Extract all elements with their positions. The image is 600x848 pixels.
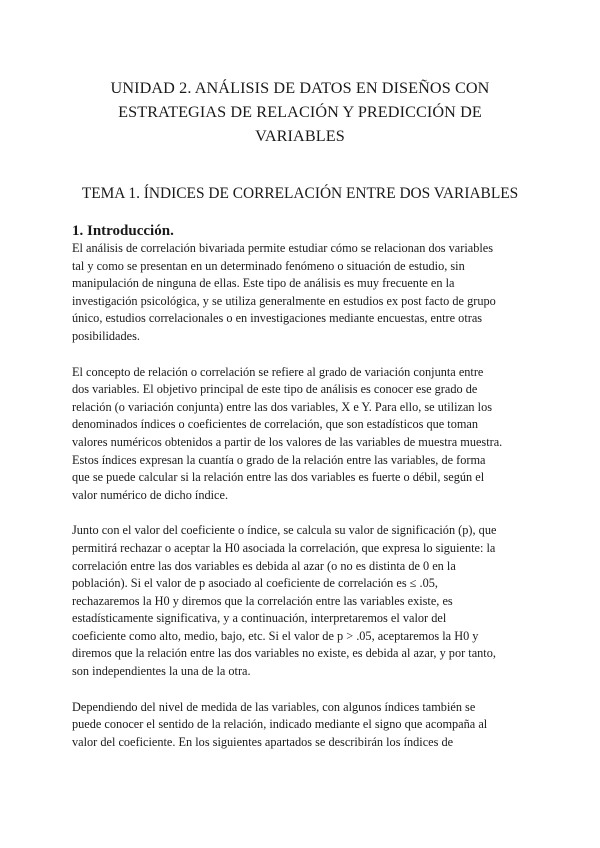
text-line: estadísticamente significativa, y a continuación, interpretaremos el valor del xyxy=(72,611,447,626)
text-line: El análisis de correlación bivariada permite estudiar cómo se relacionan dos variables xyxy=(72,241,494,255)
text-line: permitirá rechazar o aceptar la H0 asociada la correlación, que expresa lo siguiente: la xyxy=(72,540,496,555)
text-line: único, estudios correlacionales o en investigaciones mediante encuestas, entre otras xyxy=(72,311,483,326)
text-line: investigación psicológica, y se utiliza generalmente en estudios ex post facto de grupo xyxy=(72,293,496,308)
text-line: población). Si el valor de p asociado al coeficiente de correlación es ≤ .05, xyxy=(72,576,438,591)
document-body xyxy=(72,240,544,769)
text-line: El concepto de relación o correlación se refiere al grado de variación conjunta entre xyxy=(72,364,484,379)
text-line: Dependiendo del nivel de medida de las variables, con algunos índices también se xyxy=(72,699,476,714)
text-line: son independientes la una de la otra. xyxy=(72,664,251,679)
text-line: que se puede calcular si la relación entre las dos variables es fuerte o débil, según el xyxy=(72,470,485,485)
text-line: valores numéricos obtenidos a partir de los valores de las variables de muestra muestra. xyxy=(72,434,503,449)
text-line: correlación entre las dos variables es debida al azar (o no es distinta de 0 en la xyxy=(72,558,456,573)
text-line: puede conocer el sentido de la relación, indicado mediante el signo que acompaña al xyxy=(72,717,488,732)
text-line: dos variables. El objetivo principal de este tipo de análisis es conocer ese grado de xyxy=(72,382,478,397)
text-line: tal y como se presentan en un determinado fenómeno o situación de estudio, sin xyxy=(72,258,465,273)
unit-title-line: UNIDAD 2. ANÁLISIS DE DATOS EN DISEÑOS CON xyxy=(110,79,490,97)
text-line: Junto con el valor del coeficiente o índice, se calcula su valor de significación (p), que xyxy=(72,523,497,538)
paragraph xyxy=(72,699,544,752)
text-line: valor numérico de dicho índice. xyxy=(72,487,229,502)
section-title: 1. Introducción. xyxy=(72,223,174,239)
paragraph xyxy=(72,364,544,505)
unit-title xyxy=(60,76,540,148)
unit-title-line: ESTRATEGIAS DE RELACIÓN Y PREDICCIÓN DE xyxy=(118,103,482,121)
topic-title: TEMA 1. ÍNDICES DE CORRELACIÓN ENTRE DOS VARIABLES xyxy=(81,185,519,202)
text-line: coeficiente como alto, medio, bajo, etc. Si el valor de p > .05, aceptaremos la H0 y xyxy=(72,628,479,643)
paragraph xyxy=(72,240,544,346)
text-line: valor del coeficiente. En los siguientes apartados se describirán los índices de xyxy=(72,734,454,749)
unit-title-line: VARIABLES xyxy=(255,127,345,145)
text-line: denominados índices o coeficientes de correlación, que son estadísticos que toman xyxy=(72,417,479,432)
text-line: Estos índices expresan la cuantía o grado de la relación entre las variables, de forma xyxy=(72,452,486,467)
text-line: relación (o variación conjunta) entre las dos variables, X e Y. Para ello, se utilizan los xyxy=(72,399,493,414)
paragraph xyxy=(72,522,544,680)
text-line: rechazaremos la H0 y diremos que la correlación entre las variables existe, es xyxy=(72,593,453,608)
text-line: diremos que la relación entre las dos variables no existe, es debida al azar, y por tanto, xyxy=(72,646,496,661)
text-line: manipulación de ninguna de ellas. Este tipo de análisis es muy frecuente en la xyxy=(72,276,455,291)
text-line: posibilidades. xyxy=(72,328,140,343)
